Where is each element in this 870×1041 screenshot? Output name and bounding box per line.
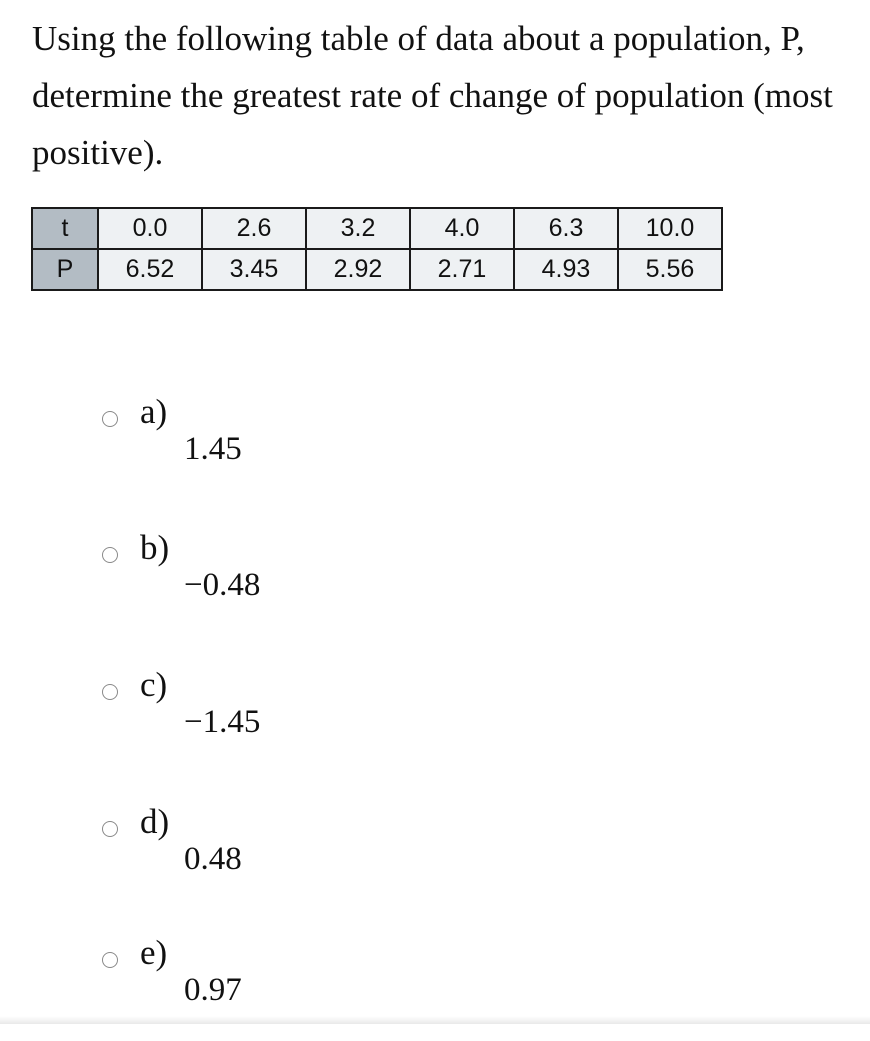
option-a-radio[interactable] [102, 411, 118, 427]
population-table [31, 207, 723, 291]
option-c-value: −1.45 [184, 704, 261, 740]
option-b[interactable] [100, 528, 500, 636]
table-cell: 2.6 [202, 208, 306, 249]
option-d[interactable] [100, 802, 500, 910]
option-b-radio[interactable] [102, 547, 118, 563]
table-row-p [32, 249, 722, 290]
table-cell: 5.56 [618, 249, 722, 290]
table-cell: 0.0 [98, 208, 202, 249]
table-cell: 2.71 [410, 249, 514, 290]
option-c-letter: c) [140, 665, 168, 704]
table-cell: 3.45 [202, 249, 306, 290]
option-a[interactable] [100, 392, 500, 500]
option-b-value: −0.48 [184, 567, 261, 603]
table-cell: 2.92 [306, 249, 410, 290]
table-cell: 4.93 [514, 249, 618, 290]
option-e-value: 0.97 [184, 972, 242, 1008]
table-cell: 6.52 [98, 249, 202, 290]
table-cell: 4.0 [410, 208, 514, 249]
option-a-letter: a) [140, 392, 168, 431]
option-c[interactable] [100, 665, 500, 773]
table-cell: 10.0 [618, 208, 722, 249]
option-e-radio[interactable] [102, 952, 118, 968]
option-d-value: 0.48 [184, 841, 242, 877]
bottom-edge-shadow [0, 1016, 870, 1024]
option-a-value: 1.45 [184, 431, 242, 467]
table-cell: 6.3 [514, 208, 618, 249]
option-b-letter: b) [140, 528, 170, 567]
row-label-t: t [32, 208, 98, 249]
option-e-letter: e) [140, 933, 168, 972]
table-cell: 3.2 [306, 208, 410, 249]
option-d-radio[interactable] [102, 821, 118, 837]
option-d-letter: d) [140, 802, 170, 841]
row-label-p: P [32, 249, 98, 290]
question-text: Using the following table of data about a population, P, determine the greatest rate of change of population (most positive). [32, 19, 833, 172]
option-c-radio[interactable] [102, 684, 118, 700]
table-row-t [32, 208, 722, 249]
option-e[interactable] [100, 933, 500, 1041]
